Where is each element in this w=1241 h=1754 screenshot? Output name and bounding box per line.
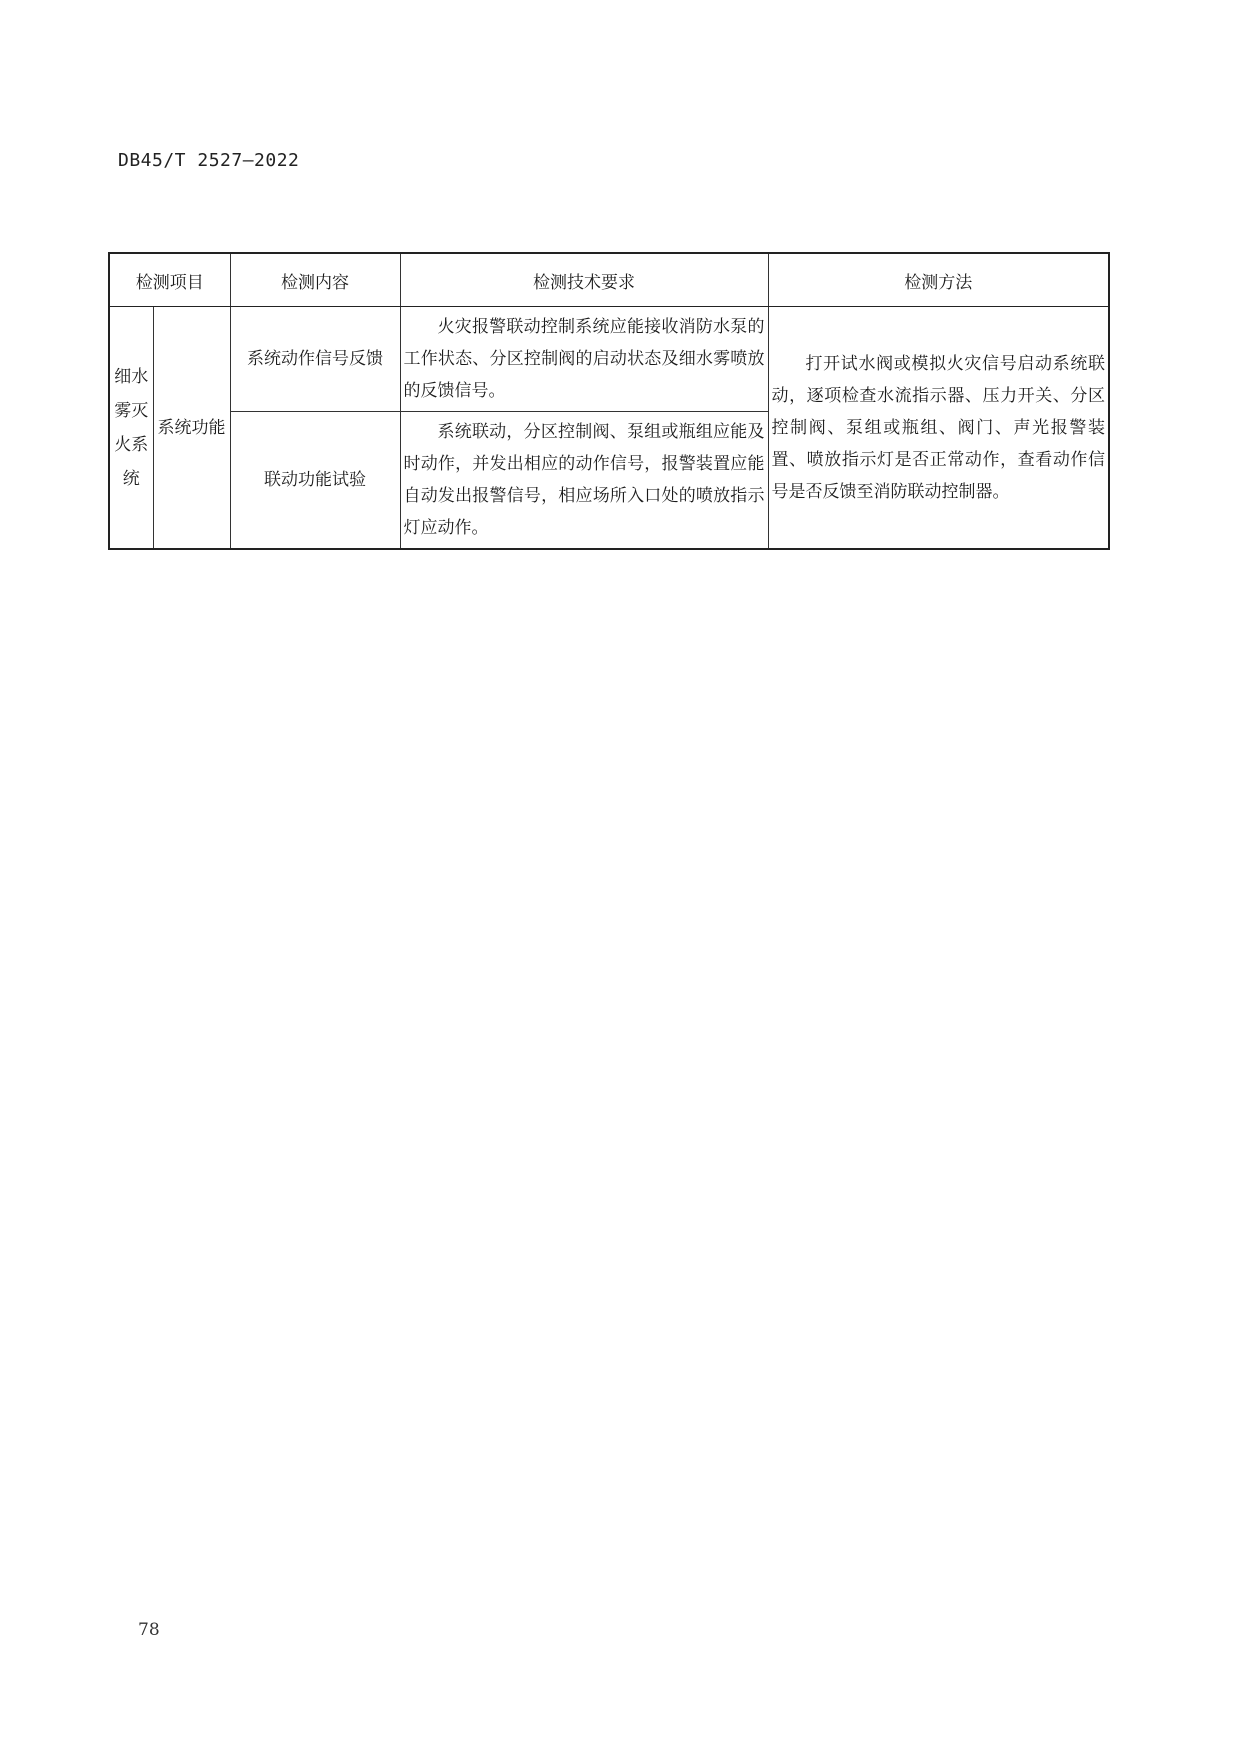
category-system-cell: 细水雾灭火系统 <box>109 307 153 550</box>
method-cell: 打开试水阀或模拟火灾信号启动系统联动，逐项检查水流指示器、压力开关、分区控制阀、泵组或瓶组、阀门、声光报警装置、喷放指示灯是否正常动作，查看动作信号是否反馈至消防联动控制器。 <box>768 307 1109 550</box>
category-function-cell: 系统功能 <box>153 307 230 550</box>
row-1-content: 系统动作信号反馈 <box>230 307 400 412</box>
table-row <box>109 307 1109 412</box>
row-1-requirement: 火灾报警联动控制系统应能接收消防水泵的工作状态、分区控制阀的启动状态及细水雾喷放的反馈信号。 <box>400 307 768 412</box>
header-content: 检测内容 <box>230 253 400 307</box>
inspection-table <box>108 252 1110 550</box>
header-item: 检测项目 <box>109 253 230 307</box>
row-2-requirement: 系统联动，分区控制阀、泵组或瓶组应能及时动作，并发出相应的动作信号，报警装置应能自动发出报警信号，相应场所入口处的喷放指示灯应动作。 <box>400 412 768 550</box>
document-code: DB45/T 2527—2022 <box>118 150 300 171</box>
header-requirement: 检测技术要求 <box>400 253 768 307</box>
page-number: 78 <box>138 1620 160 1640</box>
header-method: 检测方法 <box>768 253 1109 307</box>
row-2-content: 联动功能试验 <box>230 412 400 550</box>
table-header-row <box>109 253 1109 307</box>
